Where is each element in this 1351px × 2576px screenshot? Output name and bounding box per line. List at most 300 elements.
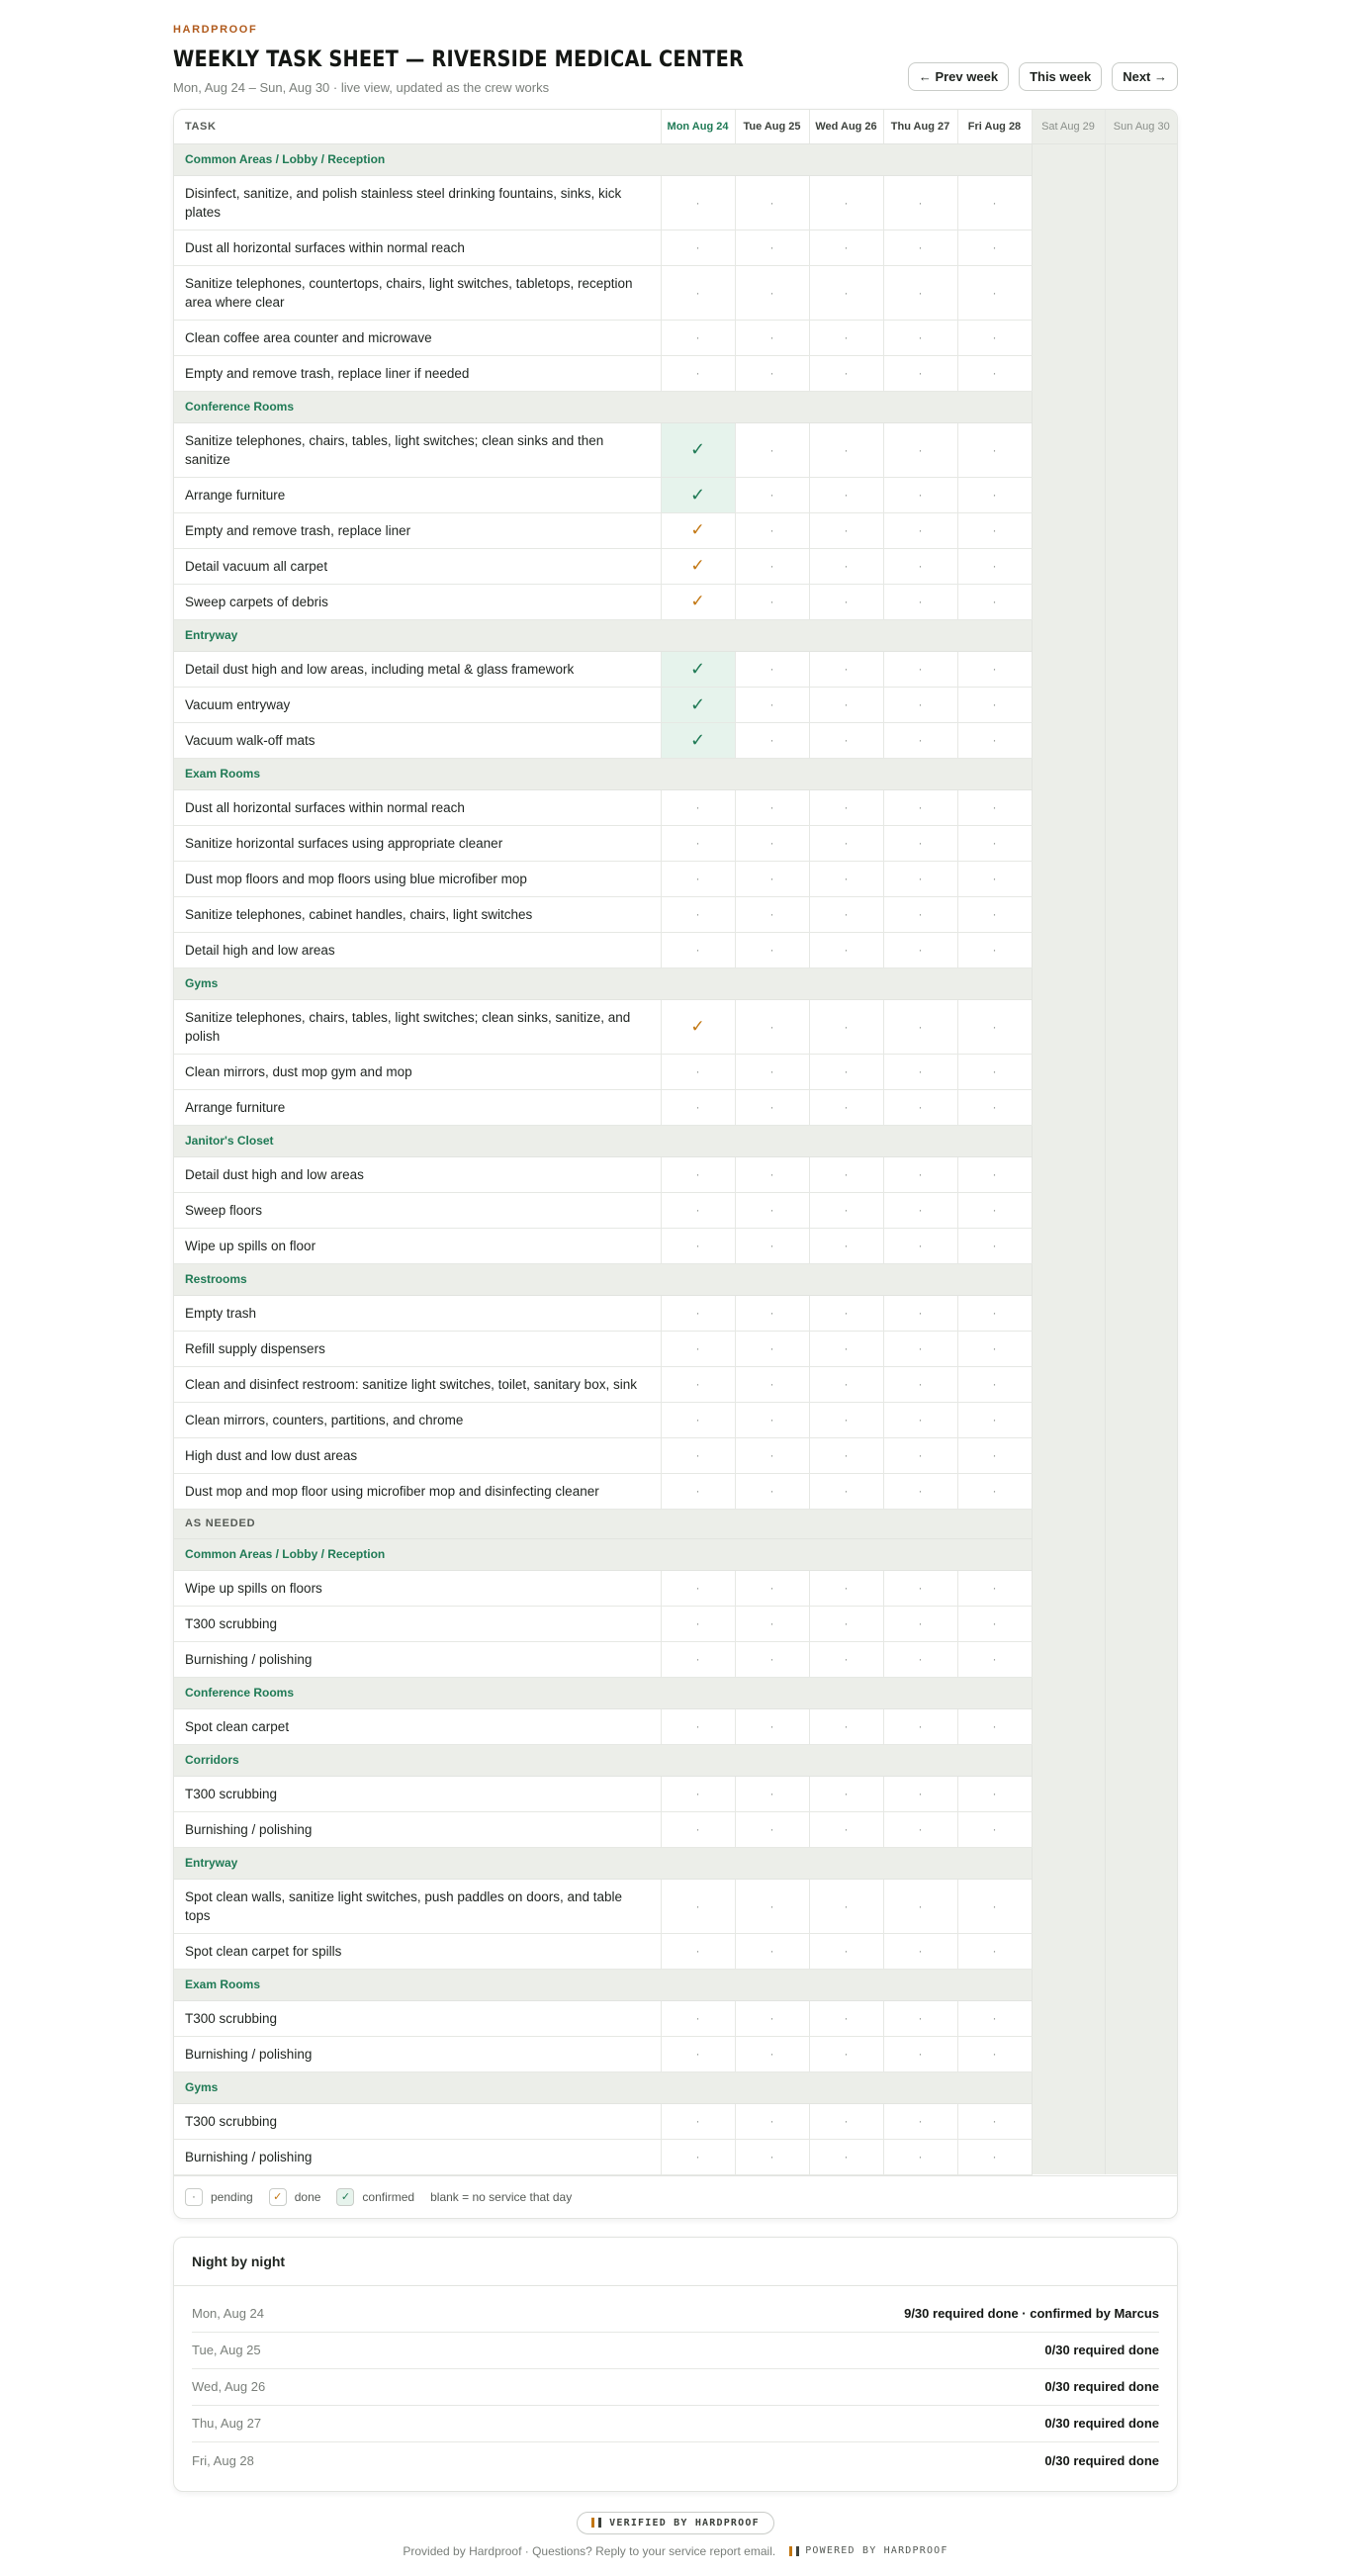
pending-cell[interactable]: · bbox=[957, 1570, 1032, 1606]
table-row bbox=[174, 1331, 1178, 1366]
pending-cell[interactable]: · bbox=[809, 230, 883, 265]
table-row bbox=[174, 2103, 1178, 2139]
pending-cell[interactable]: · bbox=[883, 477, 957, 512]
pending-cell[interactable]: · bbox=[809, 1473, 883, 1509]
pending-cell[interactable]: · bbox=[661, 1933, 735, 1969]
night-row bbox=[192, 2369, 1159, 2406]
pending-cell[interactable]: · bbox=[883, 2000, 957, 2036]
pending-cell[interactable]: · bbox=[809, 722, 883, 758]
pending-cell[interactable]: · bbox=[735, 1402, 809, 1437]
pending-cell[interactable]: · bbox=[957, 265, 1032, 320]
done-cell[interactable]: ✓ bbox=[661, 999, 735, 1054]
footer-line bbox=[173, 2544, 1178, 2558]
pending-cell[interactable]: · bbox=[809, 477, 883, 512]
weekend-cell bbox=[1032, 789, 1105, 825]
table-row bbox=[174, 1228, 1178, 1263]
pending-cell[interactable]: · bbox=[883, 932, 957, 967]
category-row bbox=[174, 1744, 1178, 1776]
pending-cell[interactable]: · bbox=[809, 1402, 883, 1437]
pending-cell[interactable]: · bbox=[957, 584, 1032, 619]
pending-cell[interactable]: · bbox=[661, 825, 735, 861]
pending-cell[interactable]: · bbox=[883, 512, 957, 548]
pending-cell[interactable]: · bbox=[957, 1437, 1032, 1473]
pending-cell[interactable]: · bbox=[883, 2139, 957, 2174]
weekend-cell bbox=[1105, 584, 1178, 619]
pending-cell[interactable]: · bbox=[883, 1473, 957, 1509]
pending-cell[interactable]: · bbox=[735, 1879, 809, 1933]
pending-cell[interactable]: · bbox=[661, 320, 735, 355]
weekend-cell bbox=[1032, 967, 1105, 999]
pending-cell[interactable]: · bbox=[735, 1933, 809, 1969]
pending-cell[interactable]: · bbox=[809, 1437, 883, 1473]
pending-cell[interactable]: · bbox=[735, 355, 809, 391]
pending-cell[interactable]: · bbox=[735, 477, 809, 512]
weekend-cell bbox=[1032, 651, 1105, 687]
task-name: Detail dust high and low areas bbox=[174, 1156, 661, 1192]
pending-cell[interactable]: · bbox=[883, 2036, 957, 2071]
pending-cell[interactable]: · bbox=[809, 1606, 883, 1641]
pending-cell[interactable]: · bbox=[735, 175, 809, 230]
task-name: Spot clean carpet for spills bbox=[174, 1933, 661, 1969]
pending-cell[interactable]: · bbox=[957, 1331, 1032, 1366]
table-row bbox=[174, 861, 1178, 896]
pending-cell[interactable]: · bbox=[809, 1933, 883, 1969]
pending-cell[interactable]: · bbox=[809, 1708, 883, 1744]
category-label: Exam Rooms bbox=[174, 1969, 1032, 2000]
pending-cell[interactable]: · bbox=[957, 1641, 1032, 1677]
weekend-cell bbox=[1105, 1744, 1178, 1776]
pending-cell[interactable]: · bbox=[735, 548, 809, 584]
task-table-body bbox=[174, 143, 1178, 2174]
pending-cell[interactable]: · bbox=[883, 999, 957, 1054]
category-label: Entryway bbox=[174, 619, 1032, 651]
pending-cell[interactable]: · bbox=[661, 896, 735, 932]
pending-cell[interactable]: · bbox=[809, 1295, 883, 1331]
this-week-button[interactable]: This week bbox=[1019, 62, 1102, 91]
pending-cell[interactable]: · bbox=[735, 999, 809, 1054]
pending-cell[interactable]: · bbox=[661, 1228, 735, 1263]
weekend-cell bbox=[1032, 584, 1105, 619]
pending-cell[interactable]: · bbox=[735, 1228, 809, 1263]
task-name: Detail dust high and low areas, including metal & glass framework bbox=[174, 651, 661, 687]
pending-cell[interactable]: · bbox=[735, 1811, 809, 1847]
weekend-cell bbox=[1032, 619, 1105, 651]
pending-cell[interactable]: · bbox=[883, 320, 957, 355]
weekend-cell bbox=[1105, 1677, 1178, 1708]
pending-cell[interactable]: · bbox=[809, 1570, 883, 1606]
pending-cell[interactable]: · bbox=[809, 687, 883, 722]
pending-cell[interactable]: · bbox=[957, 861, 1032, 896]
task-name: Arrange furniture bbox=[174, 1089, 661, 1125]
pending-cell[interactable]: · bbox=[661, 1331, 735, 1366]
pending-cell[interactable]: · bbox=[661, 932, 735, 967]
pending-cell[interactable]: · bbox=[883, 789, 957, 825]
pending-cell[interactable]: · bbox=[809, 1089, 883, 1125]
pending-cell[interactable]: · bbox=[957, 1473, 1032, 1509]
task-name: Sweep carpets of debris bbox=[174, 584, 661, 619]
pending-cell[interactable]: · bbox=[883, 1295, 957, 1331]
task-name: Burnishing / polishing bbox=[174, 1641, 661, 1677]
pending-cell[interactable]: · bbox=[809, 1331, 883, 1366]
pending-cell[interactable]: · bbox=[957, 651, 1032, 687]
pending-cell[interactable]: · bbox=[809, 861, 883, 896]
weekend-cell bbox=[1032, 932, 1105, 967]
night-row bbox=[192, 2296, 1159, 2333]
pending-cell[interactable]: · bbox=[883, 1089, 957, 1125]
pending-cell[interactable]: · bbox=[957, 512, 1032, 548]
pending-cell[interactable]: · bbox=[809, 175, 883, 230]
pending-cell[interactable]: · bbox=[883, 687, 957, 722]
pending-cell[interactable]: · bbox=[735, 230, 809, 265]
pending-cell[interactable]: · bbox=[809, 584, 883, 619]
pending-cell[interactable]: · bbox=[661, 1156, 735, 1192]
pending-cell[interactable]: · bbox=[883, 355, 957, 391]
legend-done-label: done bbox=[294, 2189, 321, 2204]
pending-cell[interactable]: · bbox=[883, 1366, 957, 1402]
pending-cell[interactable]: · bbox=[735, 722, 809, 758]
next-week-button[interactable]: Next → bbox=[1112, 62, 1178, 91]
weekend-cell bbox=[1105, 1228, 1178, 1263]
pending-cell[interactable]: · bbox=[809, 1054, 883, 1089]
pending-cell[interactable]: · bbox=[735, 1366, 809, 1402]
pending-cell[interactable]: · bbox=[661, 1879, 735, 1933]
pending-cell[interactable]: · bbox=[661, 2139, 735, 2174]
weekend-cell bbox=[1105, 230, 1178, 265]
table-row bbox=[174, 1776, 1178, 1811]
pending-cell[interactable]: · bbox=[957, 1811, 1032, 1847]
legend bbox=[174, 2175, 1177, 2218]
pending-cell[interactable]: · bbox=[661, 230, 735, 265]
pending-cell[interactable]: · bbox=[957, 477, 1032, 512]
weekend-cell bbox=[1032, 2139, 1105, 2174]
pending-cell[interactable]: · bbox=[661, 1776, 735, 1811]
pending-cell[interactable]: · bbox=[735, 1437, 809, 1473]
pending-cell[interactable]: · bbox=[883, 1054, 957, 1089]
pending-cell[interactable]: · bbox=[957, 230, 1032, 265]
pending-cell[interactable]: · bbox=[661, 1402, 735, 1437]
weekend-cell bbox=[1105, 1509, 1178, 1538]
task-name: Clean coffee area counter and microwave bbox=[174, 320, 661, 355]
confirmed-cell[interactable]: ✓ bbox=[661, 651, 735, 687]
pending-cell[interactable]: · bbox=[883, 1192, 957, 1228]
legend-confirmed bbox=[336, 2188, 414, 2206]
category-label: Corridors bbox=[174, 1744, 1032, 1776]
task-name: Spot clean walls, sanitize light switches, push paddles on doors, and table tops bbox=[174, 1879, 661, 1933]
pending-cell[interactable]: · bbox=[809, 355, 883, 391]
pending-cell[interactable]: · bbox=[661, 1192, 735, 1228]
pending-cell[interactable]: · bbox=[957, 687, 1032, 722]
pending-cell[interactable]: · bbox=[883, 1641, 957, 1677]
pending-cell[interactable]: · bbox=[661, 1606, 735, 1641]
pending-cell[interactable]: · bbox=[661, 265, 735, 320]
pending-cell[interactable]: · bbox=[883, 825, 957, 861]
confirmed-cell[interactable]: ✓ bbox=[661, 477, 735, 512]
pending-cell[interactable]: · bbox=[957, 789, 1032, 825]
pending-cell[interactable]: · bbox=[809, 422, 883, 477]
pending-cell[interactable]: · bbox=[883, 1811, 957, 1847]
pending-cell[interactable]: · bbox=[661, 1054, 735, 1089]
weekend-cell bbox=[1032, 896, 1105, 932]
pending-cell[interactable]: · bbox=[735, 2000, 809, 2036]
pending-cell[interactable]: · bbox=[735, 265, 809, 320]
weekend-cell bbox=[1032, 1509, 1105, 1538]
weekend-cell bbox=[1105, 2139, 1178, 2174]
pending-cell[interactable]: · bbox=[661, 2000, 735, 2036]
weekend-cell bbox=[1105, 758, 1178, 789]
night-by-night-title: Night by night bbox=[174, 2238, 1177, 2286]
pending-cell[interactable]: · bbox=[957, 999, 1032, 1054]
pending-cell[interactable]: · bbox=[809, 1192, 883, 1228]
done-cell[interactable]: ✓ bbox=[661, 584, 735, 619]
table-row bbox=[174, 265, 1178, 320]
pending-cell[interactable]: · bbox=[735, 896, 809, 932]
pending-cell[interactable]: · bbox=[883, 1776, 957, 1811]
pending-cell[interactable]: · bbox=[883, 1156, 957, 1192]
weekend-cell bbox=[1105, 1708, 1178, 1744]
table-row bbox=[174, 320, 1178, 355]
pending-cell[interactable]: · bbox=[735, 1295, 809, 1331]
pending-cell[interactable]: · bbox=[957, 2036, 1032, 2071]
done-cell[interactable]: ✓ bbox=[661, 512, 735, 548]
pending-cell[interactable]: · bbox=[883, 1402, 957, 1437]
pending-cell[interactable]: · bbox=[809, 548, 883, 584]
pending-cell[interactable]: · bbox=[957, 722, 1032, 758]
pending-cell[interactable]: · bbox=[661, 1437, 735, 1473]
legend-confirmed-label: confirmed bbox=[362, 2189, 415, 2204]
column-header-day: Mon Aug 24 bbox=[661, 110, 735, 143]
pending-cell[interactable]: · bbox=[735, 1641, 809, 1677]
pending-cell[interactable]: · bbox=[735, 2036, 809, 2071]
pending-cell[interactable]: · bbox=[957, 1089, 1032, 1125]
weekend-cell bbox=[1032, 722, 1105, 758]
table-row bbox=[174, 1879, 1178, 1933]
pending-cell[interactable]: · bbox=[883, 1606, 957, 1641]
table-row bbox=[174, 2139, 1178, 2174]
weekend-cell bbox=[1032, 1331, 1105, 1366]
pending-cell[interactable]: · bbox=[809, 1366, 883, 1402]
pending-cell[interactable]: · bbox=[883, 1879, 957, 1933]
pending-cell[interactable]: · bbox=[809, 1228, 883, 1263]
pending-cell[interactable]: · bbox=[957, 2139, 1032, 2174]
night-list bbox=[192, 2296, 1159, 2479]
pending-cell[interactable]: · bbox=[957, 2000, 1032, 2036]
pending-cell[interactable]: · bbox=[809, 265, 883, 320]
weekend-cell bbox=[1032, 758, 1105, 789]
table-row bbox=[174, 2000, 1178, 2036]
pending-cell[interactable]: · bbox=[957, 1228, 1032, 1263]
pending-cell[interactable]: · bbox=[809, 932, 883, 967]
pending-cell[interactable]: · bbox=[809, 2139, 883, 2174]
pending-cell[interactable]: · bbox=[735, 1192, 809, 1228]
pending-cell[interactable]: · bbox=[735, 422, 809, 477]
weekend-cell bbox=[1105, 1933, 1178, 1969]
week-nav bbox=[908, 62, 1178, 91]
pending-cell[interactable]: · bbox=[661, 1089, 735, 1125]
category-label: Gyms bbox=[174, 967, 1032, 999]
pending-cell[interactable]: · bbox=[957, 1933, 1032, 1969]
pending-cell[interactable]: · bbox=[957, 1156, 1032, 1192]
pending-cell[interactable]: · bbox=[735, 1776, 809, 1811]
pending-cell[interactable]: · bbox=[661, 1811, 735, 1847]
weekend-cell bbox=[1032, 1538, 1105, 1570]
pending-cell[interactable]: · bbox=[809, 2036, 883, 2071]
pending-cell[interactable]: · bbox=[883, 1437, 957, 1473]
pending-cell[interactable]: · bbox=[735, 1473, 809, 1509]
pending-cell[interactable]: · bbox=[735, 1570, 809, 1606]
category-label: Exam Rooms bbox=[174, 758, 1032, 789]
pending-cell[interactable]: · bbox=[957, 320, 1032, 355]
pending-cell[interactable]: · bbox=[883, 230, 957, 265]
pending-cell[interactable]: · bbox=[809, 651, 883, 687]
page-subtitle: Mon, Aug 24 – Sun, Aug 30 · live view, updated as the crew works bbox=[173, 80, 550, 95]
pending-cell[interactable]: · bbox=[661, 1295, 735, 1331]
powered-by[interactable] bbox=[789, 2545, 947, 2556]
pending-cell[interactable]: · bbox=[883, 1228, 957, 1263]
pending-cell[interactable]: · bbox=[661, 355, 735, 391]
weekend-cell bbox=[1105, 2000, 1178, 2036]
weekend-cell bbox=[1105, 1054, 1178, 1089]
confirmed-cell[interactable]: ✓ bbox=[661, 422, 735, 477]
pending-cell[interactable]: · bbox=[809, 320, 883, 355]
pending-cell[interactable]: · bbox=[957, 932, 1032, 967]
pending-cell[interactable]: · bbox=[735, 1089, 809, 1125]
pending-cell[interactable]: · bbox=[883, 2103, 957, 2139]
pending-cell[interactable]: · bbox=[957, 1776, 1032, 1811]
pending-cell[interactable]: · bbox=[661, 1708, 735, 1744]
pending-cell[interactable]: · bbox=[883, 1331, 957, 1366]
pending-cell[interactable]: · bbox=[735, 789, 809, 825]
weekend-cell bbox=[1105, 1331, 1178, 1366]
pending-cell[interactable]: · bbox=[735, 584, 809, 619]
pending-cell[interactable]: · bbox=[735, 932, 809, 967]
pending-cell[interactable]: · bbox=[883, 1708, 957, 1744]
pending-cell[interactable]: · bbox=[957, 825, 1032, 861]
table-row bbox=[174, 1437, 1178, 1473]
pending-cell[interactable]: · bbox=[735, 1156, 809, 1192]
pending-cell[interactable]: · bbox=[809, 1879, 883, 1933]
table-row bbox=[174, 722, 1178, 758]
table-row bbox=[174, 422, 1178, 477]
weekend-cell bbox=[1105, 1125, 1178, 1156]
pending-cell[interactable]: · bbox=[957, 1708, 1032, 1744]
weekend-cell bbox=[1032, 1156, 1105, 1192]
pending-cell[interactable]: · bbox=[661, 1473, 735, 1509]
pending-cell[interactable]: · bbox=[735, 825, 809, 861]
pending-cell[interactable]: · bbox=[735, 1054, 809, 1089]
pending-cell[interactable]: · bbox=[883, 1933, 957, 1969]
prev-week-button[interactable]: ← Prev week bbox=[908, 62, 1009, 91]
pending-cell[interactable]: · bbox=[809, 789, 883, 825]
pending-cell[interactable]: · bbox=[661, 789, 735, 825]
pending-cell[interactable]: · bbox=[661, 861, 735, 896]
pending-cell[interactable]: · bbox=[735, 512, 809, 548]
done-cell[interactable]: ✓ bbox=[661, 548, 735, 584]
pending-cell[interactable]: · bbox=[883, 722, 957, 758]
pending-cell[interactable]: · bbox=[809, 1776, 883, 1811]
pending-cell[interactable]: · bbox=[735, 2103, 809, 2139]
pending-cell[interactable]: · bbox=[957, 1192, 1032, 1228]
pending-cell[interactable]: · bbox=[809, 512, 883, 548]
weekend-cell bbox=[1105, 391, 1178, 422]
pending-cell[interactable]: · bbox=[661, 2103, 735, 2139]
pending-cell[interactable]: · bbox=[735, 651, 809, 687]
pending-cell[interactable]: · bbox=[883, 896, 957, 932]
weekend-cell bbox=[1032, 2103, 1105, 2139]
pending-cell[interactable]: · bbox=[883, 651, 957, 687]
pending-cell[interactable]: · bbox=[883, 175, 957, 230]
pending-cell[interactable]: · bbox=[883, 422, 957, 477]
pending-cell[interactable]: · bbox=[809, 896, 883, 932]
pending-cell[interactable]: · bbox=[809, 2103, 883, 2139]
table-row bbox=[174, 1402, 1178, 1437]
pending-cell[interactable]: · bbox=[809, 2000, 883, 2036]
pending-cell[interactable]: · bbox=[883, 861, 957, 896]
weekend-cell bbox=[1105, 1089, 1178, 1125]
weekend-cell bbox=[1105, 651, 1178, 687]
pending-cell[interactable]: · bbox=[957, 422, 1032, 477]
pending-cell[interactable]: · bbox=[661, 2036, 735, 2071]
pending-cell[interactable]: · bbox=[735, 687, 809, 722]
pending-cell[interactable]: · bbox=[735, 1708, 809, 1744]
pending-cell[interactable]: · bbox=[809, 999, 883, 1054]
pending-cell[interactable]: · bbox=[957, 2103, 1032, 2139]
pending-cell[interactable]: · bbox=[661, 1641, 735, 1677]
pending-cell[interactable]: · bbox=[735, 320, 809, 355]
task-name: Sanitize telephones, cabinet handles, chairs, light switches bbox=[174, 896, 661, 932]
weekend-cell bbox=[1032, 1933, 1105, 1969]
pending-cell[interactable]: · bbox=[735, 861, 809, 896]
pending-cell[interactable]: · bbox=[735, 1606, 809, 1641]
pending-cell[interactable]: · bbox=[957, 896, 1032, 932]
pending-cell[interactable]: · bbox=[957, 1295, 1032, 1331]
confirmed-cell[interactable]: ✓ bbox=[661, 722, 735, 758]
pending-cell[interactable]: · bbox=[735, 2139, 809, 2174]
table-row bbox=[174, 477, 1178, 512]
pending-cell[interactable]: · bbox=[661, 175, 735, 230]
pending-cell[interactable]: · bbox=[957, 1366, 1032, 1402]
table-row bbox=[174, 999, 1178, 1054]
pending-cell[interactable]: · bbox=[661, 1366, 735, 1402]
hardproof-logo-icon bbox=[789, 2546, 799, 2556]
table-row bbox=[174, 548, 1178, 584]
pending-cell[interactable]: · bbox=[957, 1606, 1032, 1641]
pending-cell[interactable]: · bbox=[661, 1570, 735, 1606]
pending-cell[interactable]: · bbox=[883, 265, 957, 320]
weekend-cell bbox=[1032, 1811, 1105, 1847]
pending-cell[interactable]: · bbox=[883, 548, 957, 584]
weekend-cell bbox=[1105, 1879, 1178, 1933]
pending-cell[interactable]: · bbox=[957, 1879, 1032, 1933]
pending-cell[interactable]: · bbox=[809, 1811, 883, 1847]
pending-cell[interactable]: · bbox=[735, 1331, 809, 1366]
task-name: Burnishing / polishing bbox=[174, 2036, 661, 2071]
pending-cell[interactable]: · bbox=[957, 175, 1032, 230]
pending-cell[interactable]: · bbox=[809, 825, 883, 861]
category-label: Entryway bbox=[174, 1847, 1032, 1879]
table-row bbox=[174, 512, 1178, 548]
pending-cell[interactable]: · bbox=[957, 355, 1032, 391]
category-row bbox=[174, 758, 1178, 789]
pending-cell[interactable]: · bbox=[957, 548, 1032, 584]
pending-cell[interactable]: · bbox=[809, 1641, 883, 1677]
pending-cell[interactable]: · bbox=[957, 1054, 1032, 1089]
confirmed-cell[interactable]: ✓ bbox=[661, 687, 735, 722]
pending-cell[interactable]: · bbox=[809, 1156, 883, 1192]
pending-cell[interactable]: · bbox=[883, 1570, 957, 1606]
pending-cell[interactable]: · bbox=[957, 1402, 1032, 1437]
task-name: Detail high and low areas bbox=[174, 932, 661, 967]
pending-cell[interactable]: · bbox=[883, 584, 957, 619]
